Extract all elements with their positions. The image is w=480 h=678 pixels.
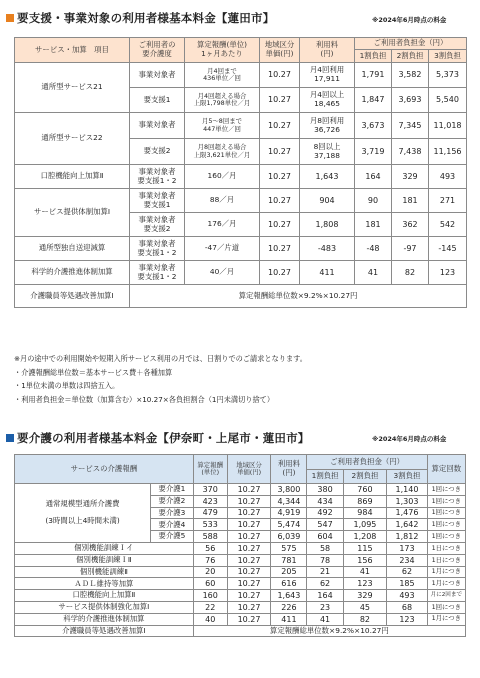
fee-cell: 4,919 <box>271 507 307 519</box>
care-level: 要支援1 <box>130 88 185 113</box>
service-name: 介護職員等処遇改善加算Ⅰ <box>15 625 194 637</box>
count-cell: 1回につき <box>427 601 465 613</box>
burden-3: 271 <box>429 189 467 213</box>
burden-3: 5,540 <box>429 88 467 113</box>
unit-cell: 月4回超える場合 上限1,798単位／月 <box>185 88 260 113</box>
count-cell: 1回につき <box>427 507 465 519</box>
count-cell: 月に2回まで <box>427 590 465 602</box>
burden-2: 7,345 <box>392 113 429 139</box>
table-row <box>15 261 467 285</box>
burden-2: 45 <box>343 601 387 613</box>
unit-cell: 56 <box>193 542 227 554</box>
service-name: ＡＤＬ維持等加算 <box>15 578 194 590</box>
burden-2: 181 <box>392 189 429 213</box>
count-cell: 1月につき <box>427 613 465 625</box>
area-price: 10.27 <box>260 113 300 139</box>
unit-cell: -47／片道 <box>185 237 260 261</box>
care-level: 事業対象者 要支援1 <box>130 189 185 213</box>
area-price: 10.27 <box>260 63 300 88</box>
area-price: 10.27 <box>227 531 271 543</box>
burden-1: 21 <box>307 566 343 578</box>
unit-cell: 月4回まで 436単位／回 <box>185 63 260 88</box>
unit-cell: 88／月 <box>185 189 260 213</box>
burden-1: 380 <box>307 484 343 496</box>
service-name: 通所型独自送迎減算 <box>15 237 130 261</box>
note-line: ・利用者負担金＝単位数（加算含む）×10.27×各負担割合（1円未満切り捨て） <box>14 394 275 404</box>
fee-cell: -483 <box>300 237 355 261</box>
area-price: 10.27 <box>227 601 271 613</box>
area-price: 10.27 <box>227 542 271 554</box>
fee-cell: 6,039 <box>271 531 307 543</box>
service-name: 科学的介護推進体制加算 <box>15 613 194 625</box>
header-burden-3: 3割負担 <box>387 470 427 484</box>
burden-1: -48 <box>355 237 392 261</box>
count-cell: 1日につき <box>427 542 465 554</box>
fee-cell: 月8回利用 36,726 <box>300 113 355 139</box>
service-name: 個別機能訓練Ⅱ <box>15 566 194 578</box>
service-name: 科学的介護推進体制加算 <box>15 261 130 285</box>
unit-cell: 60 <box>193 578 227 590</box>
service-name: 個別機能訓練Ｉイ <box>15 542 194 554</box>
care-level: 要介護1 <box>151 484 194 496</box>
fee-cell: 226 <box>271 601 307 613</box>
table-row <box>15 484 466 496</box>
section1-title: 要支援・事業対象の利用者様基本料金【蓮田市】 <box>6 10 274 26</box>
section1-date-note: ※2024年6月時点の料金 <box>372 16 447 24</box>
burden-1: 3,673 <box>355 113 392 139</box>
area-price: 10.27 <box>260 213 300 237</box>
burden-1: 41 <box>355 261 392 285</box>
header-area-price: 地域区分 単価(円) <box>260 38 300 63</box>
header-fee: 利用料 (円) <box>300 38 355 63</box>
burden-2: 123 <box>343 578 387 590</box>
area-price: 10.27 <box>260 261 300 285</box>
care-level: 要介護3 <box>151 507 194 519</box>
fee-cell: 1,643 <box>300 165 355 189</box>
header-burden: ご利用者負担金（円） <box>355 38 467 50</box>
fee-cell: 月4回利用 17,911 <box>300 63 355 88</box>
burden-2: 329 <box>392 165 429 189</box>
count-cell: 1日につき <box>427 554 465 566</box>
fee-cell: 1,808 <box>300 213 355 237</box>
service-name: 通所型サービス22 <box>15 113 130 165</box>
fee-cell: 月4回以上 18,465 <box>300 88 355 113</box>
header-fee: 利用料 (円) <box>271 455 307 484</box>
group-label: 通常規模型通所介護費 (3時間以上4時間未満) <box>15 484 151 543</box>
count-cell: 1回につき <box>427 495 465 507</box>
service-name: 口腔機能向上加算Ⅱ <box>15 590 194 602</box>
area-price: 10.27 <box>227 566 271 578</box>
unit-cell: 月5～8回まで 447単位／回 <box>185 113 260 139</box>
table-row <box>15 625 466 637</box>
care-level: 事業対象者 要支援2 <box>130 213 185 237</box>
area-price: 10.27 <box>260 165 300 189</box>
orange-square-icon <box>6 14 14 22</box>
service-name: 口腔機能向上加算Ⅱ <box>15 165 130 189</box>
care-level: 要支援2 <box>130 139 185 165</box>
table-row <box>15 554 466 566</box>
header-unit: 算定報酬 (単位) <box>193 455 227 484</box>
burden-1: 164 <box>355 165 392 189</box>
burden-1: 3,719 <box>355 139 392 165</box>
section1-notes <box>14 352 307 406</box>
header-burden-3: 3割負担 <box>429 50 467 63</box>
burden-3: 1,642 <box>387 519 427 531</box>
fee-cell: 8回以上 37,188 <box>300 139 355 165</box>
section2-title: 要介護の利用者様基本料金【伊奈町・上尾市・蓮田市】 <box>6 430 310 446</box>
service-name: サービス提供体制強化加算Ⅰ <box>15 601 194 613</box>
table-row <box>15 578 466 590</box>
care-level: 事業対象者 要支援1・2 <box>130 237 185 261</box>
formula-cell: 算定報酬総単位数×9.2%×10.27円 <box>130 285 467 308</box>
table-row <box>15 113 467 139</box>
burden-2: 362 <box>392 213 429 237</box>
burden-2: 82 <box>343 613 387 625</box>
care-level: 要介護5 <box>151 531 194 543</box>
table-row <box>15 542 466 554</box>
count-cell: 1月につき <box>427 566 465 578</box>
burden-1: 164 <box>307 590 343 602</box>
burden-3: 493 <box>387 590 427 602</box>
table-row <box>15 165 467 189</box>
table-row <box>15 601 466 613</box>
burden-3: 1,476 <box>387 507 427 519</box>
table-row <box>15 285 467 308</box>
unit-cell: 40 <box>193 613 227 625</box>
care-level: 事業対象者 要支援1・2 <box>130 165 185 189</box>
note-line: ・介護報酬総単位数＝基本サービス費＋各種加算 <box>14 367 173 377</box>
burden-2: 3,693 <box>392 88 429 113</box>
fee-table-support <box>14 37 467 308</box>
burden-2: 156 <box>343 554 387 566</box>
burden-2: 115 <box>343 542 387 554</box>
care-level: 要介護4 <box>151 519 194 531</box>
area-price: 10.27 <box>227 507 271 519</box>
fee-cell: 781 <box>271 554 307 566</box>
formula-cell: 算定報酬総単位数×9.2%×10.27円 <box>193 625 465 637</box>
unit-cell: 40／月 <box>185 261 260 285</box>
burden-2: 760 <box>343 484 387 496</box>
burden-1: 547 <box>307 519 343 531</box>
burden-1: 1,847 <box>355 88 392 113</box>
burden-3: -145 <box>429 237 467 261</box>
unit-cell: 479 <box>193 507 227 519</box>
burden-1: 78 <box>307 554 343 566</box>
care-level: 事業対象者 <box>130 63 185 88</box>
burden-3: 542 <box>429 213 467 237</box>
service-name: 介護職員等処遇改善加算Ⅰ <box>15 285 130 308</box>
header-care-level: ご利用者の 要介護度 <box>130 38 185 63</box>
burden-3: 123 <box>387 613 427 625</box>
unit-cell: 423 <box>193 495 227 507</box>
burden-1: 434 <box>307 495 343 507</box>
burden-3: 185 <box>387 578 427 590</box>
header-burden-1: 1割負担 <box>307 470 343 484</box>
service-name: サービス提供体制加算Ⅰ <box>15 189 130 237</box>
unit-cell: 月8回超える場合 上限3,621単位／月 <box>185 139 260 165</box>
area-price: 10.27 <box>260 88 300 113</box>
burden-3: 5,373 <box>429 63 467 88</box>
area-price: 10.27 <box>227 590 271 602</box>
burden-3: 234 <box>387 554 427 566</box>
note-line: ※月の途中での利用開始や短期入所サービス利用の月では、日割りでのご請求となります。 <box>14 354 307 363</box>
burden-3: 123 <box>429 261 467 285</box>
burden-2: 984 <box>343 507 387 519</box>
area-price: 10.27 <box>227 495 271 507</box>
burden-2: 869 <box>343 495 387 507</box>
unit-cell: 370 <box>193 484 227 496</box>
area-price: 10.27 <box>227 519 271 531</box>
area-price: 10.27 <box>227 484 271 496</box>
count-cell: 1回につき <box>427 519 465 531</box>
burden-1: 604 <box>307 531 343 543</box>
unit-cell: 176／月 <box>185 213 260 237</box>
header-service: サービス・加算 項目 <box>15 38 130 63</box>
burden-2: -97 <box>392 237 429 261</box>
fee-cell: 575 <box>271 542 307 554</box>
burden-2: 3,582 <box>392 63 429 88</box>
table-row <box>15 189 467 213</box>
burden-3: 173 <box>387 542 427 554</box>
fee-cell: 411 <box>271 613 307 625</box>
service-name: 個別機能訓練ＩⅡ <box>15 554 194 566</box>
burden-3: 1,812 <box>387 531 427 543</box>
table-row <box>15 590 466 602</box>
header-burden-2: 2割負担 <box>343 470 387 484</box>
unit-cell: 588 <box>193 531 227 543</box>
fee-cell: 205 <box>271 566 307 578</box>
burden-2: 1,208 <box>343 531 387 543</box>
header-area-price: 地域区分 単価(円) <box>227 455 271 484</box>
table-row <box>15 566 466 578</box>
care-level: 事業対象者 <box>130 113 185 139</box>
burden-2: 82 <box>392 261 429 285</box>
area-price: 10.27 <box>260 139 300 165</box>
burden-2: 329 <box>343 590 387 602</box>
care-level: 事業対象者 要支援1・2 <box>130 261 185 285</box>
header-burden-2: 2割負担 <box>392 50 429 63</box>
area-price: 10.27 <box>227 554 271 566</box>
burden-1: 62 <box>307 578 343 590</box>
header-unit: 算定報酬(単位) 1ヶ月あたり <box>185 38 260 63</box>
area-price: 10.27 <box>260 189 300 213</box>
burden-1: 58 <box>307 542 343 554</box>
care-level: 要介護2 <box>151 495 194 507</box>
burden-1: 492 <box>307 507 343 519</box>
unit-cell: 22 <box>193 601 227 613</box>
burden-1: 1,791 <box>355 63 392 88</box>
note-line: ・1単位未満の単数は四捨五入。 <box>14 381 120 390</box>
table-row <box>15 237 467 261</box>
unit-cell: 20 <box>193 566 227 578</box>
fee-cell: 4,344 <box>271 495 307 507</box>
burden-1: 181 <box>355 213 392 237</box>
burden-2: 41 <box>343 566 387 578</box>
fee-cell: 5,474 <box>271 519 307 531</box>
fee-cell: 411 <box>300 261 355 285</box>
unit-cell: 160 <box>193 590 227 602</box>
blue-square-icon <box>6 434 14 442</box>
area-price: 10.27 <box>227 578 271 590</box>
area-price: 10.27 <box>227 613 271 625</box>
burden-3: 68 <box>387 601 427 613</box>
burden-2: 7,438 <box>392 139 429 165</box>
burden-1: 23 <box>307 601 343 613</box>
fee-table-care <box>14 454 466 637</box>
unit-cell: 76 <box>193 554 227 566</box>
header-count: 算定回数 <box>427 455 465 484</box>
unit-cell: 533 <box>193 519 227 531</box>
burden-2: 1,095 <box>343 519 387 531</box>
count-cell: 1月につき <box>427 578 465 590</box>
section2-date-note: ※2024年6月時点の料金 <box>372 435 447 443</box>
fee-cell: 3,800 <box>271 484 307 496</box>
fee-cell: 1,643 <box>271 590 307 602</box>
header-service: サービスの介護報酬 <box>15 455 194 484</box>
burden-3: 1,303 <box>387 495 427 507</box>
area-price: 10.27 <box>260 237 300 261</box>
table-row <box>15 63 467 88</box>
burden-3: 62 <box>387 566 427 578</box>
burden-3: 493 <box>429 165 467 189</box>
count-cell: 1回につき <box>427 484 465 496</box>
burden-3: 11,156 <box>429 139 467 165</box>
burden-3: 1,140 <box>387 484 427 496</box>
header-burden-1: 1割負担 <box>355 50 392 63</box>
service-name: 通所型サービス21 <box>15 63 130 113</box>
header-burden: ご利用者負担金（円） <box>307 455 427 470</box>
burden-1: 41 <box>307 613 343 625</box>
burden-3: 11,018 <box>429 113 467 139</box>
fee-cell: 616 <box>271 578 307 590</box>
burden-1: 90 <box>355 189 392 213</box>
fee-cell: 904 <box>300 189 355 213</box>
count-cell: 1回につき <box>427 531 465 543</box>
table-row <box>15 613 466 625</box>
unit-cell: 160／月 <box>185 165 260 189</box>
